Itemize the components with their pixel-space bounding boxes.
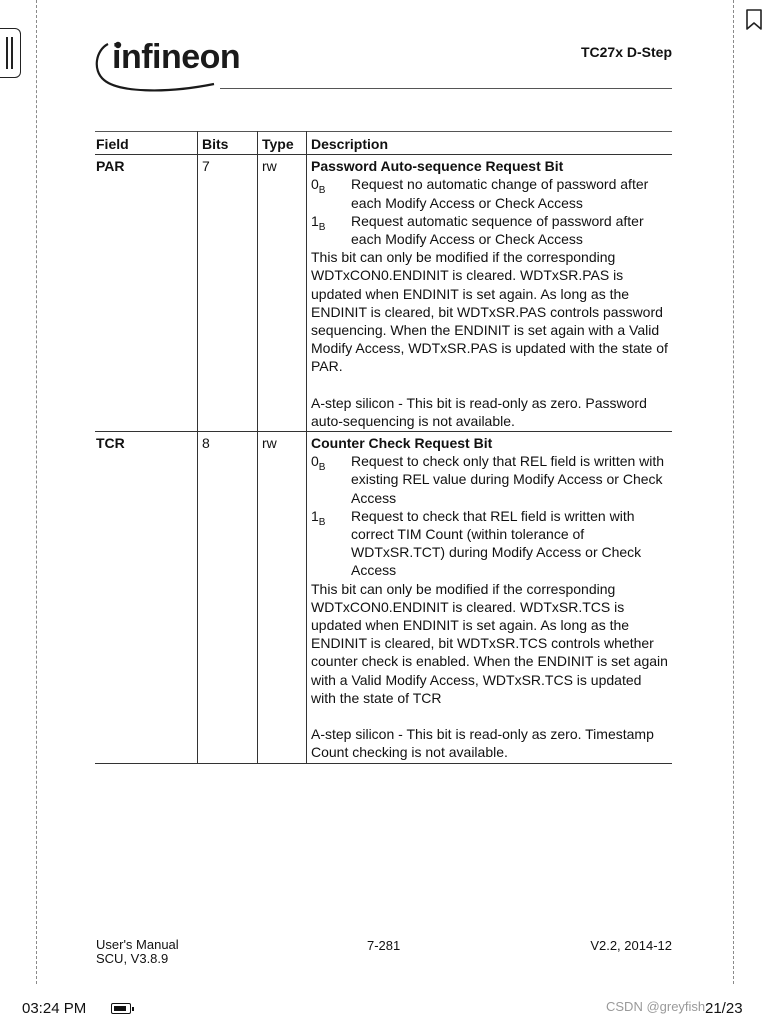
value-key: $1_B$ [311, 507, 326, 528]
field-name: PAR [96, 158, 125, 175]
field-type: rw [258, 432, 307, 763]
footer-manual-info [96, 938, 179, 966]
footer-page-number: 7-281 [367, 938, 401, 953]
value-definition [311, 212, 668, 248]
header-divider [220, 88, 672, 89]
field-type: rw [258, 155, 307, 432]
field-description [307, 432, 673, 763]
description-paragraph: This bit can only be modified if the corresponding WDTxCON0.ENDINIT is cleared. WDTxSR.PAS is updated when ENDINIT is set again. As long as the ENDINIT is cleared, bit WDTxSR.PAS controls password sequencing. When the ENDINIT is set again with a Valid Modify Access, WDTxSR.PAS is updated with the state of PAR. [311, 249, 668, 375]
description-note: A-step silicon - This bit is read-only as zero. Password auto-sequencing is not available. [311, 394, 647, 429]
clock: 03:24 PM [22, 1000, 87, 1017]
value-text: Request automatic sequence of password after each Modify Access or Check Access [351, 212, 644, 248]
battery-icon [111, 1003, 131, 1014]
column-header-field: Field [95, 132, 198, 155]
footer-manual: User's Manual [96, 937, 179, 952]
value-text: Request to check that REL field is written with correct TIM Count (within tolerance of WDTxSR.TCT) during Modify Access or Check Access [351, 507, 642, 579]
infineon-logo [94, 36, 241, 94]
column-header-description: Description [307, 132, 673, 155]
right-margin-dashed-line [733, 0, 734, 984]
left-margin-dashed-line [36, 0, 37, 984]
description-title: Password Auto-sequence Request Bit [311, 158, 564, 175]
field-description [307, 155, 673, 432]
table-row [95, 155, 672, 432]
footer-scu-version: SCU, V3.8.9 [96, 951, 169, 966]
value-key: $0_B$ [311, 453, 326, 474]
value-key: $0_B$ [311, 176, 326, 197]
value-definition [311, 175, 668, 211]
description-title: Counter Check Request Bit [311, 435, 493, 452]
footer-doc-version: V2.2, 2014-12 [590, 938, 672, 953]
page-counter: 21/23 [705, 1000, 743, 1017]
value-definition [311, 507, 668, 580]
sidebar-toggle-handle[interactable] [0, 28, 21, 78]
document-title: TC27x D-Step [580, 44, 672, 60]
table-header-row [95, 132, 672, 155]
description-note: A-step silicon - This bit is read-only as zero. Timestamp Count checking is not available. [311, 726, 654, 761]
bookmark-icon[interactable] [744, 8, 764, 32]
register-field-table [95, 131, 672, 764]
field-bits: 7 [198, 155, 258, 432]
description-paragraph: This bit can only be modified if the corresponding WDTxCON0.ENDINIT is cleared. WDTxSR.TCS is updated when ENDINIT is set again. As long as the ENDINIT is cleared, bit WDTxSR.TCS controls whether counter check is enabled. When the ENDINIT is set again with a Valid Modify Access, WDTxSR.TCS is updated with the state of TCR [311, 580, 668, 706]
value-definition [311, 452, 668, 507]
logo-text: infineon [112, 38, 241, 76]
value-key: $1_B$ [311, 212, 326, 233]
status-bar [0, 990, 768, 1024]
watermark: CSDN @greyfish [606, 999, 706, 1014]
field-bits: 8 [198, 432, 258, 763]
table-row [95, 432, 672, 763]
column-header-type: Type [258, 132, 307, 155]
value-text: Request no automatic change of password after each Modify Access or Check Access [351, 176, 649, 211]
grip-icon [6, 37, 8, 69]
value-text: Request to check only that REL field is written with existing REL value during Modify Access or Check Access [351, 453, 665, 506]
field-name: TCR [96, 435, 125, 452]
column-header-bits: Bits [198, 132, 258, 155]
